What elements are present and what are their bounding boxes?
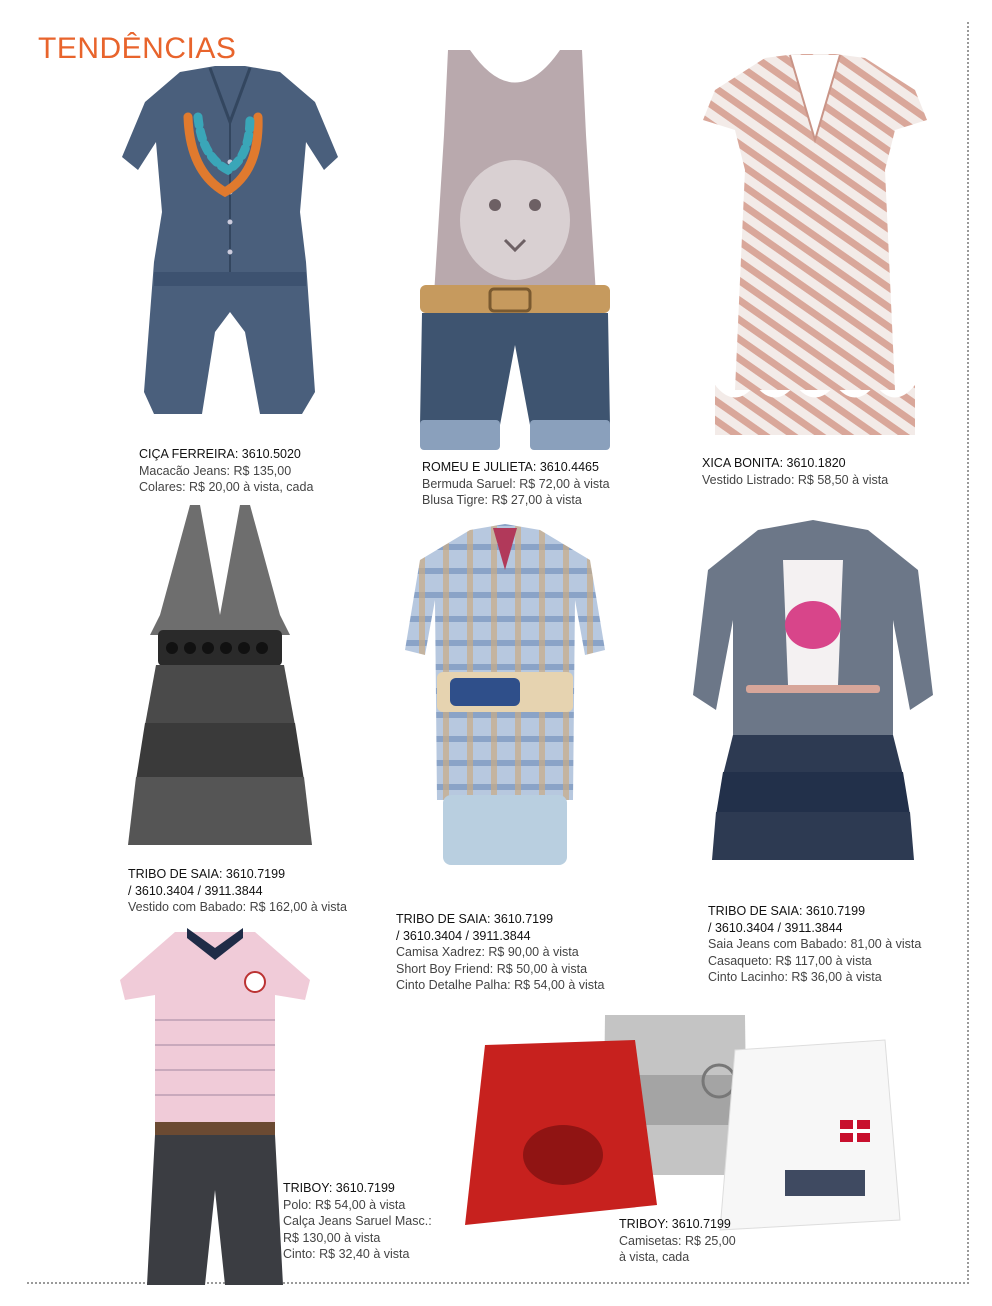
item-price: Camisa Xadrez: R$ 90,00 à vista	[396, 945, 579, 959]
brand-code-continued: / 3610.3404 / 3911.3844	[128, 883, 263, 898]
product-image-tiger-top-shorts	[410, 45, 620, 455]
brand-code-continued: / 3610.3404 / 3911.3844	[708, 920, 843, 935]
brand-code: TRIBOY: 3610.7199	[619, 1217, 731, 1231]
item-price: Camisetas: R$ 25,00	[619, 1233, 736, 1248]
item-price: Blusa Tigre: R$ 27,00 à vista	[422, 493, 582, 507]
brand-code: TRIBO DE SAIA: 3610.7199	[128, 867, 286, 881]
product-image-plaid-shirt	[395, 520, 615, 900]
product-caption-2	[422, 459, 610, 509]
item-price: Macacão Jeans: R$ 135,00	[139, 463, 292, 478]
product-image-blazer-skirt	[688, 520, 938, 890]
product-caption-8	[619, 1216, 736, 1266]
item-price: Vestido Listrado: R$ 58,50 à vista	[702, 472, 889, 487]
product-image-folded-tshirts	[445, 1005, 915, 1245]
item-price: Polo: R$ 54,00 à vista	[283, 1197, 406, 1212]
brand-code-continued: / 3610.3404 / 3911.3844	[396, 928, 531, 943]
item-price: Short Boy Friend: R$ 50,00 à vista	[396, 961, 588, 976]
item-price: Saia Jeans com Babado: 81,00 à vista	[708, 937, 922, 951]
product-image-striped-dress	[695, 50, 935, 450]
brand-code: TRIBO DE SAIA: 3610.7199	[396, 912, 554, 926]
brand-code: XICA BONITA: 3610.1820	[702, 456, 846, 470]
brand-code: TRIBO DE SAIA: 3610.7199	[708, 904, 866, 918]
item-price: R$ 130,00 à vista	[283, 1230, 381, 1245]
tshirt-white-graphic	[720, 1040, 900, 1230]
brand-code: ROMEU E JULIETA: 3610.4465	[422, 460, 599, 474]
item-price: Casaqueto: R$ 117,00 à vista	[708, 953, 872, 968]
product-caption-3	[702, 455, 888, 488]
product-caption-6	[708, 903, 921, 986]
item-price: Cinto Detalhe Palha: R$ 54,00 à vista	[396, 978, 605, 992]
item-price: Cinto Lacinho: R$ 36,00 à vista	[708, 970, 882, 984]
product-caption-1	[139, 446, 313, 496]
product-image-halter-dress	[120, 505, 320, 865]
product-caption-7	[283, 1180, 432, 1263]
item-price: Bermuda Saruel: R$ 72,00 à vista	[422, 476, 610, 491]
brand-code: CIÇA FERREIRA: 3610.5020	[139, 447, 301, 461]
item-price: Cinto: R$ 32,40 à vista	[283, 1247, 410, 1261]
product-caption-5	[396, 911, 604, 994]
item-price: Vestido com Babado: R$ 162,00 à vista	[128, 900, 347, 914]
item-price: Colares: R$ 20,00 à vista, cada	[139, 480, 314, 494]
product-caption-4	[128, 866, 347, 916]
item-price: Calça Jeans Saruel Masc.:	[283, 1214, 432, 1228]
tshirt-red-graphic	[465, 1040, 657, 1225]
item-price: à vista, cada	[619, 1250, 690, 1264]
product-image-denim-jumpsuit	[110, 62, 350, 442]
page-title: TENDÊNCIAS	[38, 32, 237, 65]
brand-code: TRIBOY: 3610.7199	[283, 1181, 395, 1195]
